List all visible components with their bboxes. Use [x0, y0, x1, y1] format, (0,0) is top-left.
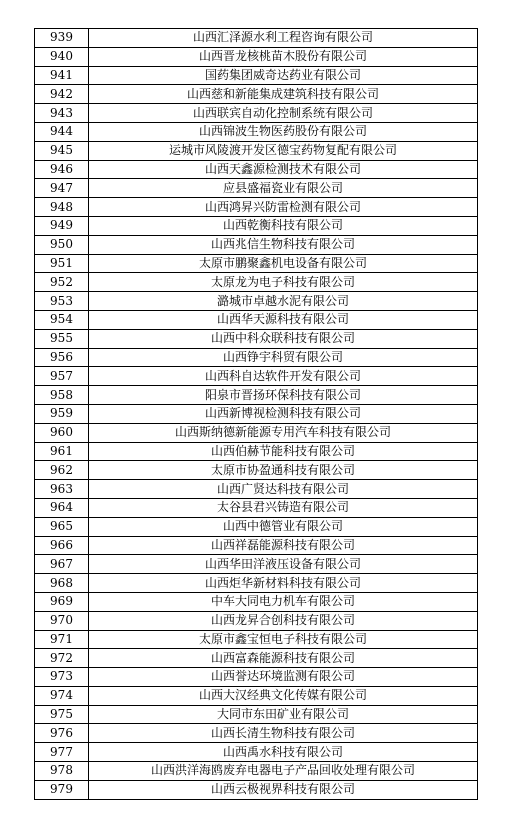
table-row — [35, 367, 478, 386]
company-name-cell: 山西晋龙核桃苗木股份有限公司 — [89, 47, 478, 66]
company-name-cell: 山西大汉经典文化传媒有限公司 — [89, 686, 478, 705]
company-name-cell: 山西乾衡科技有限公司 — [89, 216, 478, 235]
row-number-cell: 954 — [35, 310, 89, 329]
row-number-cell: 944 — [35, 122, 89, 141]
table-row — [35, 423, 478, 442]
table-row — [35, 292, 478, 311]
company-name-cell: 山西锦波生物医药股份有限公司 — [89, 122, 478, 141]
table-row — [35, 235, 478, 254]
row-number-cell: 968 — [35, 574, 89, 593]
row-number-cell: 970 — [35, 611, 89, 630]
row-number-cell: 939 — [35, 29, 89, 48]
company-name-cell: 山西祥磊能源科技有限公司 — [89, 536, 478, 555]
table-row — [35, 85, 478, 104]
company-name-cell: 太原龙为电子科技有限公司 — [89, 273, 478, 292]
company-name-cell: 山西长清生物科技有限公司 — [89, 724, 478, 743]
table-row — [35, 498, 478, 517]
company-name-cell: 山西洪洋海鸥废弃电器电子产品回收处理有限公司 — [89, 762, 478, 781]
table-row — [35, 122, 478, 141]
company-name-cell: 山西誉达环境监测有限公司 — [89, 668, 478, 687]
company-name-cell: 太原市鹏聚鑫机电设备有限公司 — [89, 254, 478, 273]
company-name-cell: 山西科自达软件开发有限公司 — [89, 367, 478, 386]
row-number-cell: 961 — [35, 442, 89, 461]
table-body — [35, 29, 478, 800]
table-row — [35, 273, 478, 292]
table-row — [35, 442, 478, 461]
company-name-cell: 国药集团威奇达药业有限公司 — [89, 66, 478, 85]
table-row — [35, 29, 478, 48]
row-number-cell: 976 — [35, 724, 89, 743]
row-number-cell: 971 — [35, 630, 89, 649]
table-row — [35, 517, 478, 536]
table-row — [35, 47, 478, 66]
row-number-cell: 949 — [35, 216, 89, 235]
row-number-cell: 978 — [35, 762, 89, 781]
row-number-cell: 974 — [35, 686, 89, 705]
row-number-cell: 952 — [35, 273, 89, 292]
table-row — [35, 536, 478, 555]
row-number-cell: 972 — [35, 649, 89, 668]
company-name-cell: 山西广贤达科技有限公司 — [89, 480, 478, 499]
row-number-cell: 962 — [35, 461, 89, 480]
company-name-cell: 山西天鑫源检测技术有限公司 — [89, 160, 478, 179]
table-row — [35, 310, 478, 329]
table-row — [35, 404, 478, 423]
company-name-cell: 太原市协盈通科技有限公司 — [89, 461, 478, 480]
row-number-cell: 953 — [35, 292, 89, 311]
company-name-cell: 山西慈和新能集成建筑科技有限公司 — [89, 85, 478, 104]
table-row — [35, 66, 478, 85]
row-number-cell: 959 — [35, 404, 89, 423]
row-number-cell: 943 — [35, 104, 89, 123]
row-number-cell: 951 — [35, 254, 89, 273]
company-name-cell: 运城市风陵渡开发区德宝药物复配有限公司 — [89, 141, 478, 160]
table-row — [35, 198, 478, 217]
table-row — [35, 649, 478, 668]
row-number-cell: 942 — [35, 85, 89, 104]
company-name-cell: 山西新博视检测科技有限公司 — [89, 404, 478, 423]
row-number-cell: 955 — [35, 329, 89, 348]
table-row — [35, 686, 478, 705]
company-name-cell: 山西联宾自动化控制系统有限公司 — [89, 104, 478, 123]
row-number-cell: 964 — [35, 498, 89, 517]
row-number-cell: 965 — [35, 517, 89, 536]
table-row — [35, 574, 478, 593]
row-number-cell: 975 — [35, 705, 89, 724]
table-row — [35, 461, 478, 480]
table-row — [35, 592, 478, 611]
table-row — [35, 329, 478, 348]
row-number-cell: 948 — [35, 198, 89, 217]
table-row — [35, 668, 478, 687]
row-number-cell: 960 — [35, 423, 89, 442]
table-row — [35, 743, 478, 762]
company-name-cell: 山西华田洋液压设备有限公司 — [89, 555, 478, 574]
row-number-cell: 973 — [35, 668, 89, 687]
table-row — [35, 724, 478, 743]
table-row — [35, 179, 478, 198]
table-row — [35, 254, 478, 273]
company-list-table-wrapper — [34, 28, 477, 800]
company-name-cell: 山西云极视界科技有限公司 — [89, 780, 478, 799]
table-row — [35, 216, 478, 235]
company-name-cell: 山西斯纳德新能源专用汽车科技有限公司 — [89, 423, 478, 442]
company-list-table — [34, 28, 478, 800]
table-row — [35, 104, 478, 123]
row-number-cell: 979 — [35, 780, 89, 799]
table-row — [35, 630, 478, 649]
company-name-cell: 山西富森能源科技有限公司 — [89, 649, 478, 668]
company-name-cell: 山西炬华新材料科技有限公司 — [89, 574, 478, 593]
table-row — [35, 386, 478, 405]
row-number-cell: 946 — [35, 160, 89, 179]
table-row — [35, 555, 478, 574]
company-name-cell: 太原市鑫宝恒电子科技有限公司 — [89, 630, 478, 649]
company-name-cell: 山西鸿昇兴防雷检测有限公司 — [89, 198, 478, 217]
table-row — [35, 780, 478, 799]
row-number-cell: 967 — [35, 555, 89, 574]
table-row — [35, 762, 478, 781]
row-number-cell: 940 — [35, 47, 89, 66]
company-name-cell: 阳泉市晋扬环保科技有限公司 — [89, 386, 478, 405]
company-name-cell: 大同市东田矿业有限公司 — [89, 705, 478, 724]
company-name-cell: 应县盛福瓷业有限公司 — [89, 179, 478, 198]
row-number-cell: 977 — [35, 743, 89, 762]
row-number-cell: 966 — [35, 536, 89, 555]
company-name-cell: 中车大同电力机车有限公司 — [89, 592, 478, 611]
row-number-cell: 947 — [35, 179, 89, 198]
table-row — [35, 141, 478, 160]
company-name-cell: 山西汇泽源水利工程咨询有限公司 — [89, 29, 478, 48]
row-number-cell: 945 — [35, 141, 89, 160]
company-name-cell: 山西中德管业有限公司 — [89, 517, 478, 536]
table-row — [35, 348, 478, 367]
row-number-cell: 950 — [35, 235, 89, 254]
table-row — [35, 160, 478, 179]
company-name-cell: 潞城市卓越水泥有限公司 — [89, 292, 478, 311]
company-name-cell: 太谷县君兴铸造有限公司 — [89, 498, 478, 517]
table-row — [35, 480, 478, 499]
row-number-cell: 941 — [35, 66, 89, 85]
table-row — [35, 611, 478, 630]
row-number-cell: 956 — [35, 348, 89, 367]
company-name-cell: 山西华天源科技有限公司 — [89, 310, 478, 329]
company-name-cell: 山西中科众联科技有限公司 — [89, 329, 478, 348]
row-number-cell: 969 — [35, 592, 89, 611]
company-name-cell: 山西兆信生物科技有限公司 — [89, 235, 478, 254]
row-number-cell: 957 — [35, 367, 89, 386]
company-name-cell: 山西铮宇科贸有限公司 — [89, 348, 478, 367]
company-name-cell: 山西伯赫节能科技有限公司 — [89, 442, 478, 461]
row-number-cell: 963 — [35, 480, 89, 499]
row-number-cell: 958 — [35, 386, 89, 405]
company-name-cell: 山西龙昇合创科技有限公司 — [89, 611, 478, 630]
table-row — [35, 705, 478, 724]
company-name-cell: 山西禹水科技有限公司 — [89, 743, 478, 762]
